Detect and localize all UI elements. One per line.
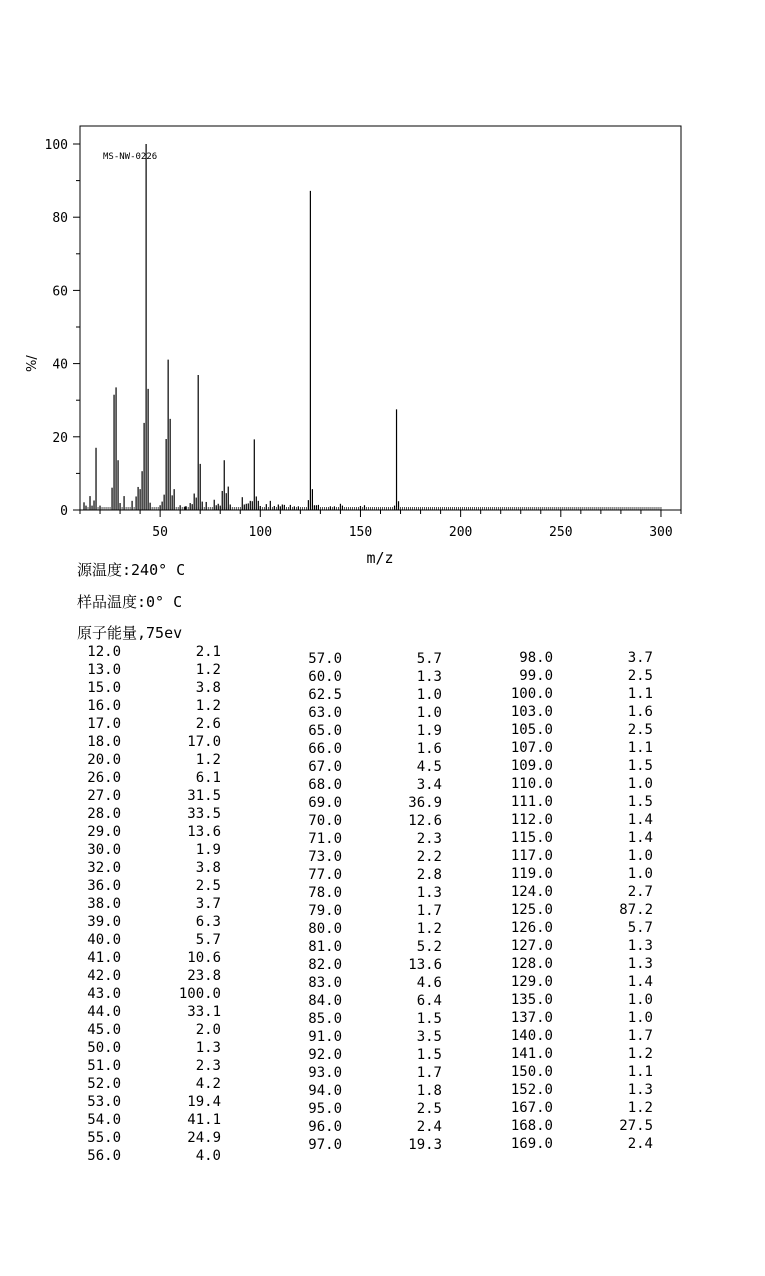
peak-abundance: 1.5 (627, 758, 653, 774)
peak-mz: 51.0 (87, 1058, 121, 1074)
peak-mz: 56.0 (87, 1148, 121, 1164)
peak-table-row (302, 758, 442, 776)
peak-abundance: 2.5 (416, 1101, 442, 1117)
x-axis-label: m/z (366, 549, 394, 567)
peak-mz: 91.0 (308, 1029, 342, 1045)
peak-abundance: 1.1 (627, 686, 653, 702)
y-tick-label: 0 (60, 504, 68, 519)
peak-table-row (302, 866, 442, 884)
peak-abundance: 1.3 (416, 885, 442, 901)
peak-abundance: 1.0 (416, 687, 442, 703)
peak-abundance: 1.1 (627, 1064, 653, 1080)
peak-mz: 68.0 (308, 777, 342, 793)
peak-mz: 169.0 (510, 1136, 553, 1152)
peak-mz: 65.0 (308, 723, 342, 739)
peak-mz: 78.0 (308, 885, 342, 901)
peak-table-row (503, 901, 653, 919)
peak-abundance: 1.5 (627, 794, 653, 810)
peak-mz: 167.0 (510, 1100, 553, 1116)
peak-mz: 110.0 (510, 776, 553, 792)
peak-table-row (81, 643, 221, 661)
peak-table-row (302, 902, 442, 920)
peak-abundance: 1.4 (627, 812, 653, 828)
peak-table-row (503, 955, 653, 973)
peak-abundance: 2.5 (195, 878, 221, 894)
x-tick-label: 150 (348, 525, 373, 540)
peak-abundance: 6.4 (416, 993, 442, 1009)
peak-table-row (503, 667, 653, 685)
peak-mz: 73.0 (308, 849, 342, 865)
peak-table-row (302, 974, 442, 992)
peak-table-column-2 (302, 650, 442, 1154)
x-tick-label: 300 (649, 525, 673, 540)
peak-abundance: 1.3 (627, 1082, 653, 1098)
peak-abundance: 3.8 (195, 860, 221, 876)
peak-table-row (503, 883, 653, 901)
peak-bars (84, 144, 399, 510)
peak-abundance: 1.3 (627, 956, 653, 972)
peak-mz: 18.0 (87, 734, 121, 750)
peak-mz: 100.0 (510, 686, 553, 702)
peak-table-row (503, 1099, 653, 1117)
peak-table-row (81, 1075, 221, 1093)
peak-abundance: 1.2 (195, 752, 221, 768)
peak-abundance: 13.6 (187, 824, 221, 840)
peak-mz: 43.0 (87, 986, 121, 1002)
peak-abundance: 17.0 (187, 734, 221, 750)
peak-abundance: 1.4 (627, 830, 653, 846)
peak-abundance: 33.1 (187, 1004, 221, 1020)
peak-abundance: 33.5 (187, 806, 221, 822)
peak-abundance: 2.5 (627, 668, 653, 684)
peak-table-row (81, 697, 221, 715)
peak-table-row (302, 668, 442, 686)
peak-mz: 69.0 (308, 795, 342, 811)
peak-table-row (503, 685, 653, 703)
peak-table-row (302, 956, 442, 974)
peak-abundance: 41.1 (187, 1112, 221, 1128)
peak-abundance: 24.9 (187, 1130, 221, 1146)
peak-table-row (302, 722, 442, 740)
peak-table-row (503, 1081, 653, 1099)
peak-abundance: 3.5 (416, 1029, 442, 1045)
peak-mz: 152.0 (510, 1082, 553, 1098)
peak-table-row (81, 823, 221, 841)
peak-abundance: 1.2 (627, 1100, 653, 1116)
peak-mz: 137.0 (510, 1010, 553, 1026)
peak-mz: 13.0 (87, 662, 121, 678)
peak-abundance: 5.7 (416, 651, 442, 667)
peak-mz: 168.0 (510, 1118, 553, 1134)
peak-table-row (503, 1117, 653, 1135)
peak-mz: 92.0 (308, 1047, 342, 1063)
peak-mz: 54.0 (87, 1112, 121, 1128)
peak-mz: 15.0 (87, 680, 121, 696)
peak-abundance: 36.9 (408, 795, 442, 811)
peak-table-row (302, 1064, 442, 1082)
peak-abundance: 19.3 (408, 1137, 442, 1153)
peak-abundance: 3.7 (627, 650, 653, 666)
y-tick-label: 60 (52, 284, 68, 300)
peak-abundance: 1.0 (627, 848, 653, 864)
peak-table-row (81, 787, 221, 805)
peak-table-row (302, 1136, 442, 1154)
peak-table-row (81, 985, 221, 1003)
peak-abundance: 1.2 (195, 662, 221, 678)
peak-abundance: 2.1 (195, 644, 221, 660)
peak-table-row (503, 829, 653, 847)
peak-mz: 109.0 (510, 758, 553, 774)
peak-table-row (503, 1027, 653, 1045)
peak-mz: 97.0 (308, 1137, 342, 1153)
peak-table-row (81, 661, 221, 679)
peak-abundance: 3.4 (416, 777, 442, 793)
peak-mz: 77.0 (308, 867, 342, 883)
peak-abundance: 4.0 (195, 1148, 221, 1164)
peak-abundance: 2.3 (416, 831, 442, 847)
peak-mz: 39.0 (87, 914, 121, 930)
peak-mz: 50.0 (87, 1040, 121, 1056)
peak-abundance: 1.7 (416, 1065, 442, 1081)
peak-abundance: 4.2 (195, 1076, 221, 1092)
peak-mz: 30.0 (87, 842, 121, 858)
peak-table-column-3 (503, 649, 653, 1153)
peak-abundance: 1.5 (416, 1011, 442, 1027)
peak-table-row (81, 733, 221, 751)
peak-table-row (302, 704, 442, 722)
peak-abundance: 1.7 (627, 1028, 653, 1044)
peak-mz: 83.0 (308, 975, 342, 991)
peak-table-row (503, 649, 653, 667)
peak-mz: 95.0 (308, 1101, 342, 1117)
y-tick-label: 20 (52, 430, 68, 446)
peak-table-row (81, 877, 221, 895)
peak-table-row (302, 1082, 442, 1100)
peak-mz: 52.0 (87, 1076, 121, 1092)
peak-abundance: 100.0 (178, 986, 221, 1002)
x-tick-label: 200 (448, 525, 473, 540)
peak-table-row (503, 865, 653, 883)
peak-table-row (81, 1057, 221, 1075)
peak-mz: 66.0 (308, 741, 342, 757)
peak-table-row (81, 931, 221, 949)
peak-mz: 127.0 (510, 938, 553, 954)
peak-mz: 94.0 (308, 1083, 342, 1099)
peak-abundance: 4.5 (416, 759, 442, 775)
peak-mz: 12.0 (87, 644, 121, 660)
peak-table-row (503, 973, 653, 991)
peak-table-row (503, 937, 653, 955)
peak-mz: 71.0 (308, 831, 342, 847)
peak-table-row (503, 1045, 653, 1063)
peak-abundance: 1.6 (627, 704, 653, 720)
peak-table-row (81, 1039, 221, 1057)
peak-mz: 80.0 (308, 921, 342, 937)
peak-abundance: 13.6 (408, 957, 442, 973)
y-axis-unit-label: %/ (25, 355, 40, 372)
peak-table-row (81, 1111, 221, 1129)
peak-table-row (503, 721, 653, 739)
peak-abundance: 1.7 (416, 903, 442, 919)
peak-table-row (302, 686, 442, 704)
peak-mz: 150.0 (510, 1064, 553, 1080)
peak-mz: 26.0 (87, 770, 121, 786)
peak-table-row (81, 715, 221, 733)
peak-table-row (81, 895, 221, 913)
peak-mz: 41.0 (87, 950, 121, 966)
peak-table-row (81, 1129, 221, 1147)
peak-table-row (302, 848, 442, 866)
peak-abundance: 3.7 (195, 896, 221, 912)
peak-mz: 99.0 (519, 668, 553, 684)
peak-table-row (81, 1093, 221, 1111)
sample-temperature: 样品温度:0° C (77, 593, 183, 611)
peak-table-row (81, 1147, 221, 1165)
peak-mz: 40.0 (87, 932, 121, 948)
peak-mz: 60.0 (308, 669, 342, 685)
peak-table-row (503, 793, 653, 811)
peak-mz: 63.0 (308, 705, 342, 721)
electron-energy: 原子能量,75ev (77, 624, 183, 642)
peak-table-row (81, 913, 221, 931)
peak-mz: 117.0 (510, 848, 553, 864)
peak-table-row (302, 938, 442, 956)
peak-table-row (302, 1010, 442, 1028)
peak-mz: 38.0 (87, 896, 121, 912)
peak-table-row (81, 679, 221, 697)
peak-mz: 55.0 (87, 1130, 121, 1146)
peak-mz: 44.0 (87, 1004, 121, 1020)
peak-mz: 57.0 (308, 651, 342, 667)
peak-abundance: 2.4 (627, 1136, 653, 1152)
x-tick-label: 50 (152, 525, 168, 540)
peak-table-row (302, 884, 442, 902)
peak-table-row (302, 1028, 442, 1046)
peak-abundance: 23.8 (187, 968, 221, 984)
peak-mz: 107.0 (510, 740, 553, 756)
peak-abundance: 1.9 (416, 723, 442, 739)
peak-mz: 70.0 (308, 813, 342, 829)
peak-abundance: 1.0 (627, 1010, 653, 1026)
peak-mz: 32.0 (87, 860, 121, 876)
peak-mz: 29.0 (87, 824, 121, 840)
peak-mz: 125.0 (510, 902, 553, 918)
peak-mz: 112.0 (510, 812, 553, 828)
peak-mz: 103.0 (510, 704, 553, 720)
peak-table-row (302, 1046, 442, 1064)
peak-mz: 98.0 (519, 650, 553, 666)
peak-mz: 115.0 (510, 830, 553, 846)
peak-mz: 20.0 (87, 752, 121, 768)
peak-abundance: 6.1 (195, 770, 221, 786)
peak-abundance: 19.4 (187, 1094, 221, 1110)
peak-table-row (302, 1100, 442, 1118)
peak-mz: 62.5 (308, 687, 342, 703)
peak-abundance: 1.0 (416, 705, 442, 721)
peak-abundance: 1.0 (627, 776, 653, 792)
peak-table-row (81, 751, 221, 769)
peak-table-row (81, 967, 221, 985)
peak-mz: 81.0 (308, 939, 342, 955)
peak-abundance: 1.4 (627, 974, 653, 990)
peak-mz: 93.0 (308, 1065, 342, 1081)
peak-table-row (302, 1118, 442, 1136)
y-tick-label: 100 (44, 138, 68, 153)
y-tick-label: 40 (52, 357, 68, 373)
peak-abundance: 1.9 (195, 842, 221, 858)
peak-abundance: 5.7 (627, 920, 653, 936)
peak-mz: 128.0 (510, 956, 553, 972)
peak-table-row (81, 1003, 221, 1021)
peak-table-row (503, 847, 653, 865)
peak-abundance: 2.0 (195, 1022, 221, 1038)
peak-abundance: 2.5 (627, 722, 653, 738)
peak-abundance: 2.7 (627, 884, 653, 900)
peak-abundance: 4.6 (416, 975, 442, 991)
y-tick-label: 80 (52, 211, 68, 227)
peak-table-row (503, 739, 653, 757)
peak-abundance: 6.3 (195, 914, 221, 930)
peak-abundance: 2.8 (416, 867, 442, 883)
mass-spectrum-chart (0, 0, 765, 580)
peak-mz: 17.0 (87, 716, 121, 732)
peak-mz: 79.0 (308, 903, 342, 919)
peak-table-row (503, 919, 653, 937)
peak-table-row (503, 1009, 653, 1027)
peak-abundance: 1.3 (627, 938, 653, 954)
peak-mz: 36.0 (87, 878, 121, 894)
peak-mz: 141.0 (510, 1046, 553, 1062)
x-axis (80, 510, 681, 540)
peak-table-row (503, 1063, 653, 1081)
peak-mz: 124.0 (510, 884, 553, 900)
peak-table-row (302, 830, 442, 848)
peak-abundance: 5.2 (416, 939, 442, 955)
peak-mz: 105.0 (510, 722, 553, 738)
peak-abundance: 3.8 (195, 680, 221, 696)
peak-abundance: 2.6 (195, 716, 221, 732)
x-tick-label: 250 (549, 525, 573, 540)
peak-abundance: 1.6 (416, 741, 442, 757)
peak-mz: 53.0 (87, 1094, 121, 1110)
peak-table-row (503, 703, 653, 721)
peak-abundance: 27.5 (619, 1118, 653, 1134)
peak-table-row (503, 1135, 653, 1153)
peak-abundance: 87.2 (619, 902, 653, 918)
peak-abundance: 2.2 (416, 849, 442, 865)
peak-abundance: 1.0 (627, 992, 653, 1008)
peak-table-row (302, 794, 442, 812)
peak-mz: 27.0 (87, 788, 121, 804)
x-tick-label: 100 (248, 525, 273, 540)
peak-table-row (503, 757, 653, 775)
peak-mz: 42.0 (87, 968, 121, 984)
peak-abundance: 5.7 (195, 932, 221, 948)
peak-table-row (503, 991, 653, 1009)
peak-abundance: 12.6 (408, 813, 442, 829)
peak-abundance: 1.8 (416, 1083, 442, 1099)
peak-mz: 119.0 (510, 866, 553, 882)
peak-abundance: 1.2 (195, 698, 221, 714)
peak-table-row (302, 776, 442, 794)
peak-mz: 140.0 (510, 1028, 553, 1044)
peak-mz: 82.0 (308, 957, 342, 973)
peak-table-row (302, 650, 442, 668)
peak-table-row (81, 859, 221, 877)
peak-mz: 111.0 (510, 794, 553, 810)
peak-table-row (302, 740, 442, 758)
source-temperature: 源温度:240° C (77, 561, 186, 579)
peak-abundance: 1.2 (627, 1046, 653, 1062)
peak-abundance: 1.2 (416, 921, 442, 937)
peak-abundance: 1.0 (627, 866, 653, 882)
peak-mz: 28.0 (87, 806, 121, 822)
peak-table-row (81, 949, 221, 967)
peak-mz: 135.0 (510, 992, 553, 1008)
peak-abundance: 10.6 (187, 950, 221, 966)
spectrum-id-annotation: MS-NW-0226 (103, 152, 158, 162)
peak-abundance: 1.3 (195, 1040, 221, 1056)
y-axis (45, 138, 80, 519)
peak-table-row (302, 812, 442, 830)
peak-abundance: 1.5 (416, 1047, 442, 1063)
peak-abundance: 2.3 (195, 1058, 221, 1074)
peak-table-column-1 (81, 643, 221, 1165)
peak-abundance: 1.3 (416, 669, 442, 685)
peak-table-row (81, 805, 221, 823)
peak-table-row (81, 769, 221, 787)
peak-mz: 96.0 (308, 1119, 342, 1135)
peak-abundance: 1.1 (627, 740, 653, 756)
peak-mz: 67.0 (308, 759, 342, 775)
peak-abundance: 31.5 (187, 788, 221, 804)
peak-table-row (302, 920, 442, 938)
peak-table-row (302, 992, 442, 1010)
peak-mz: 126.0 (510, 920, 553, 936)
peak-table-row (81, 1021, 221, 1039)
peak-mz: 45.0 (87, 1022, 121, 1038)
peak-table-row (81, 841, 221, 859)
peak-mz: 129.0 (510, 974, 553, 990)
peak-mz: 84.0 (308, 993, 342, 1009)
peak-mz: 85.0 (308, 1011, 342, 1027)
peak-abundance: 2.4 (416, 1119, 442, 1135)
peak-mz: 16.0 (87, 698, 121, 714)
peak-table-row (503, 811, 653, 829)
peak-table-row (503, 775, 653, 793)
